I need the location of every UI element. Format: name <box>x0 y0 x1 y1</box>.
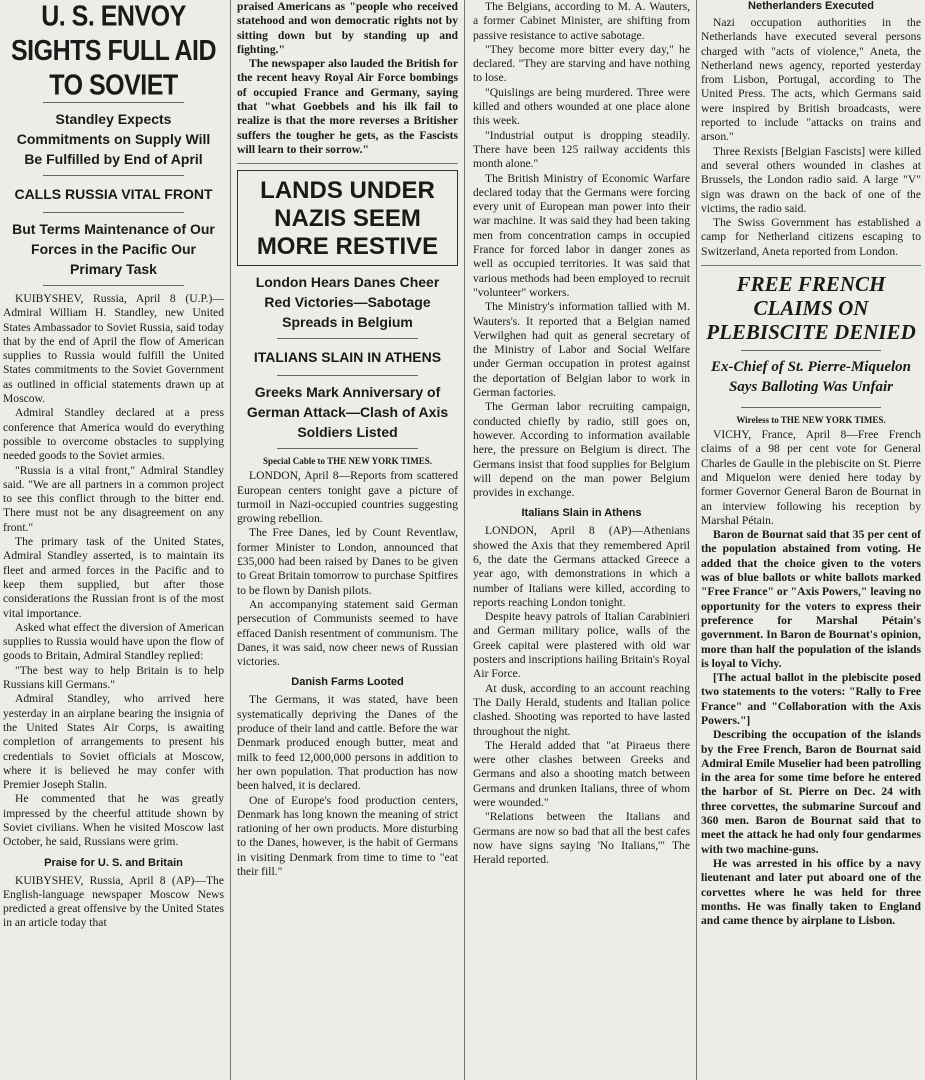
article-body <box>473 0 690 500</box>
wire-credit: Wireless to THE NEW YORK TIMES. <box>736 415 886 426</box>
paragraph: Despite heavy patrols of Italian Carabinieri and German military police, walls of the Greek capital were plastered with old war posters and inscriptions hailing Britain's Royal Air Force. <box>473 610 690 681</box>
column-3 <box>464 0 694 1080</box>
paragraph: "Russia is a vital front," Admiral Standley said. "We are all partners in a common project to see this conflict through to the bitter end. There must not be any disagreement on any front." <box>3 463 224 534</box>
deck-st-pierre: Ex-Chief of St. Pierre-Miquelon Says Balloting Was Unfair <box>710 359 911 396</box>
divider <box>43 212 184 213</box>
article-body <box>237 469 458 669</box>
paragraph: One of Europe's food production centers, Denmark has long known the meaning of strict rationing of her own products. More disturbing to the Danes, however, is the habit of Germans in visiting Denmark from time to time to "eat their fill." <box>237 793 458 878</box>
paragraph: Three Rexists [Belgian Fascists] were killed and several others wounded in clashes at Brussels, the London radio said. A large "V" sign was drawn on the back of one of the victims, the radio said. <box>701 144 921 215</box>
paragraph: Admiral Standley declared at a press conference that America would do everything possible to overcome obstacles to supplying needed goods to the Soviet armies. <box>3 406 224 463</box>
paragraph: The Germans, it was stated, have been systematically depriving the Danes of the produce of their land and cattle. Before the war Denmark produced enough butter, meat and milk to feed 12,000,000 persons in addition to her own population. That production has now been halved, it is declared. <box>237 693 458 793</box>
article-body <box>3 874 224 931</box>
column-1 <box>0 0 228 1080</box>
wire-credit: Special Cable to THE NEW YORK TIMES. <box>263 456 432 467</box>
paragraph: He was arrested in his office by a navy lieutenant and later put aboard one of the corvettes where he was held for three months. He was finally taken to England and came thence by airplane to Lisbon. <box>701 856 921 928</box>
subhead-praise: Praise for U. S. and Britain <box>44 856 183 869</box>
headline-envoy: U. S. ENVOY SIGHTS FULL AID TO SOVIET <box>11 0 216 102</box>
paragraph: The Swiss Government has established a camp for Netherland citizens escaping to Switzerland, Aneta reported from London. <box>701 216 921 258</box>
paragraph: Baron de Bournat said that 35 per cent of the population abstained from voting. He added that the choice given to the voters was of blue ballots or white ballots marked "Free France" or "Axis Powers," leaving no opportunity for the voters to express their preference for Marshal Pétain's government. In Baron de Bournat's opinion, more than half the population of the islands is loyal to Vichy. <box>701 528 921 670</box>
paragraph: An accompanying statement said German persecution of Communists seemed to have effaced Danish resentment of communism. The Danes, it was said, now cheer news of Russian victories. <box>237 597 458 669</box>
paragraph: LONDON, April 8 (AP)—Athenians showed the Axis that they remembered April 6, the date the Germans attacked Greece a year ago, with demonstrations in which a number of Italians were killed, according to reports reaching London tonight. <box>473 524 690 609</box>
deck-athens: ITALIANS SLAIN IN ATHENS <box>253 349 442 366</box>
paragraph: Nazi occupation authorities in the Netherlands have executed several persons charged with "acts of violence," Aneta, the Netherland news agency, reported yesterday from Lisbon, Portugal, according to The United Press. The acts, which Germans said were inspired by British broadcasts, were reported to include "attacks on trains and arson." <box>701 16 921 144</box>
subhead-italians-slain: Italians Slain in Athens <box>521 507 642 520</box>
paragraph: At dusk, according to an account reaching The Daily Herald, students and Italian police clashed. Shooting was reported to have lasted throughout the night. <box>473 681 690 738</box>
divider <box>701 265 921 266</box>
paragraph: KUIBYSHEV, Russia, April 8 (U.P.)—Admiral William H. Standley, new United States Ambassador to Soviet Russia, said today that by the end of April the flow of American supplies to Russia would fulfill the United States commitments to the Soviet Government as outlined in official statements drawn up at Moscow. <box>3 292 224 406</box>
deck-standley: Standley Expects Commitments on Supply Will Be Fulfilled by End of April <box>16 111 211 167</box>
deck-pacific: But Terms Maintenance of Our Forces in the Pacific Our Primary Task <box>12 221 215 277</box>
paragraph: VICHY, France, April 8—Free French claims of a 98 per cent vote for General Charles de Gaulle in the plebiscite on St. Pierre and Miquelon were denied here today by former Governor General Baron de Bournat in an interview following his reception by Marshal Pétain. <box>701 428 921 527</box>
paragraph: The German labor recruiting campaign, conducted chiefly by radio, still goes on, however. According to information available here, the pressure on Belgium is direct. The Germans insist that food supplies for Belgium will depend on the man power Belgium provides in exchange. <box>473 400 690 500</box>
paragraph: The Ministry's information tallied with M. Wauters's. It reported that a Belgian named Verwilghen had quit as general secretary of the Ministry of Labor and Social Welfare under German occupation in protest against the deportation of Belgian labor to work in German factories. <box>473 300 690 400</box>
divider <box>43 285 184 286</box>
divider <box>277 375 418 376</box>
paragraph: "Quislings are being murdered. Three were killed and others wounded at one place alone this week. <box>473 85 690 128</box>
paragraph: "Industrial output is dropping steadily. There have been 125 railway accidents this month alone." <box>473 128 690 171</box>
paragraph: The Belgians, according to M. A. Wauters, a former Cabinet Minister, are shifting from passive resistance to active sabotage. <box>473 0 690 42</box>
divider <box>43 175 184 176</box>
paragraph: The Free Danes, led by Count Reventlaw, former Minister to London, announced that £35,000 had been raised by Danes to be given to Great Britain tomorrow to purchase Spitfires to be flown by Danish pilots. <box>237 526 458 597</box>
article-body <box>701 428 921 928</box>
deck-greeks: Greeks Mark Anniversary of German Attack—Clash of Axis Soldiers Listed <box>246 384 449 441</box>
headline-free-french: FREE FRENCH CLAIMS ON PLEBISCITE DENIED <box>706 272 916 345</box>
column-4 <box>696 0 925 1080</box>
paragraph: He commented that he was greatly impressed by the cheerful attitude shown by Soviet civilians. When he visited Moscow last October, he said, Russians were grim. <box>3 792 224 849</box>
article-body <box>237 693 458 879</box>
divider <box>741 407 881 408</box>
paragraph: "Relations between the Italians and Germans are now so bad that all the best cafes now have signs saying 'No Italians,'" The Herald reported. <box>473 810 690 867</box>
headline-lands-nazis: LANDS UNDER NAZIS SEEM MORE RESTIVE <box>237 170 458 266</box>
paragraph: praised Americans as "people who received statehood and won democratic rights not by sitting down but by standing up and fighting." <box>237 0 458 56</box>
divider <box>277 338 418 339</box>
paragraph: "They become more bitter every day," he declared. "They are starving and have nothing to lose. <box>473 42 690 85</box>
paragraph: Asked what effect the diversion of American supplies to Russia would have upon the flow of goods to Britain, Admiral Standley replied: <box>3 620 224 663</box>
subhead-danish-farms: Danish Farms Looted <box>291 676 404 689</box>
column-2 <box>230 0 462 1080</box>
paragraph: LONDON, April 8—Reports from scattered European centers tonight gave a picture of turmoil in Nazi-occupied countries suggesting growing rebellion. <box>237 469 458 526</box>
paragraph: Describing the occupation of the islands by the Free French, Baron de Bournat said Admiral Emile Muselier had been patrolling in the area for some time before he entered the harbor of St. Pierre on Dec. 24 with three corvettes, the submarine Surcouf and 360 men. Baron de Bournat said that to meet the attack he had only four gendarmes with two machine-guns. <box>701 728 921 856</box>
divider <box>741 350 881 351</box>
deck-danes: London Hears Danes Cheer Red Victories—Sabotage Spreads in Belgium <box>255 274 440 331</box>
article-body <box>237 0 458 157</box>
paragraph: The Herald added that "at Piraeus there were other clashes between Greeks and Germans and also a shooting match between Germans and drunken Italians, three of whom were wounded." <box>473 738 690 810</box>
subhead-netherlanders: Netherlanders Executed <box>748 0 874 12</box>
paragraph: Admiral Standley, who arrived here yesterday in an airplane bearing the insignia of the United States Air Corps, is awaiting completion of arrangements to present his credentials to Soviet officials at Moscow, where it is believed he may confer with Premier Joseph Stalin. <box>3 692 224 792</box>
paragraph: "The best way to help Britain is to help Russians kill Germans." <box>3 663 224 692</box>
divider <box>277 448 418 449</box>
paragraph: The primary task of the United States, Admiral Standley asserted, is to maintain its fleet and armed forces in the Pacific and to keep them supplied, but after those considerations the Russian front is of the most vital importance. <box>3 535 224 620</box>
divider <box>237 163 458 164</box>
article-body <box>701 16 921 259</box>
article-body <box>3 292 224 850</box>
paragraph: The British Ministry of Economic Warfare declared today that the Germans were forcing every unit of European man power into their war machine. It was said they had been taking men from concentration camps in occupied France for forced labor in danger zones as well as occupied territories. It was said that various methods had been employed to recruit "volunteer" workers. <box>473 171 690 299</box>
paragraph: The newspaper also lauded the British for the recent heavy Royal Air Force bombings of occupied France and Germany, saying that "what Goebbels and his ilk fail to realize is that the more reverses a Britisher suffers the tougher he gets, as the Fascists will learn to their sorrow." <box>237 57 458 156</box>
article-body <box>473 524 690 867</box>
deck-vital-front: CALLS RUSSIA VITAL FRONT <box>14 186 213 202</box>
paragraph: KUIBYSHEV, Russia, April 8 (AP)—The English-language newspaper Moscow News predicted a great offensive by the United States in an article today that <box>3 873 224 930</box>
paragraph: [The actual ballot in the plebiscite posed two statements to the voters: "Rally to Free France" and "Collaboration with the Axis Powers."] <box>701 671 921 727</box>
